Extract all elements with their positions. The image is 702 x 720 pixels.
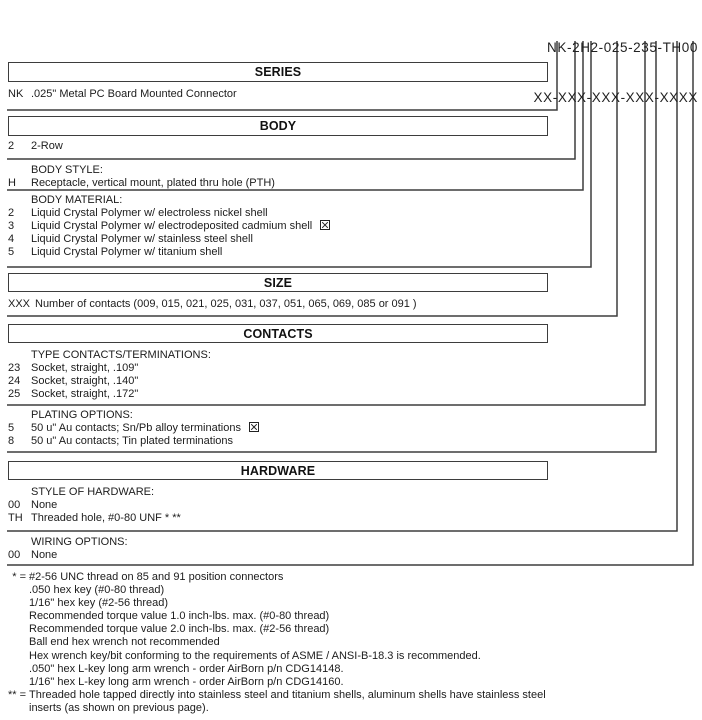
option-code: 23 <box>8 362 21 374</box>
footnote-marker <box>0 676 26 689</box>
subheading-plating-options: PLATING OPTIONS: <box>31 409 133 421</box>
footnote-text: Recommended torque value 2.0 inch-lbs. max. (#2-56 thread) <box>29 623 330 636</box>
option-row-material-5 <box>0 246 702 259</box>
part-number-mask: XX-XXX-XXX-XXX-XXXX <box>533 89 698 105</box>
footnote-line <box>0 597 702 610</box>
footnote-line <box>0 610 702 623</box>
option-code: 4 <box>8 233 15 245</box>
footnote-text: Hex wrench key/bit conforming to the requirements of ASME / ANSI-B-18.3 is recommended. <box>29 649 481 662</box>
subheading-body-style: BODY STYLE: <box>31 164 103 176</box>
option-row-series-nk <box>0 88 702 101</box>
option-desc: Liquid Crystal Polymer w/ electroless nickel shell <box>31 207 268 219</box>
option-code: 00 <box>8 499 21 511</box>
footnote-text: .050" hex L-key long arm wrench - order AirBorn p/n CDG14148. <box>29 662 344 675</box>
option-code: NK <box>8 88 24 100</box>
option-code: 3 <box>8 220 15 232</box>
option-row-size-xxx <box>0 298 702 311</box>
option-code: 5 <box>8 246 15 258</box>
part-number-example: NK-2H2-025-235-TH00 <box>547 40 698 55</box>
option-desc: None <box>31 499 58 511</box>
section-header-body <box>8 116 548 136</box>
section-header-series <box>8 62 548 82</box>
section-header-contacts <box>8 324 548 343</box>
footnote-marker <box>0 636 26 649</box>
option-code: 5 <box>8 422 15 434</box>
footnote-line <box>0 676 702 689</box>
footnote-marker <box>0 610 26 623</box>
footnote-line <box>0 584 702 597</box>
option-row-contacts-25 <box>0 388 702 401</box>
footnote-marker <box>0 702 26 715</box>
option-desc: Liquid Crystal Polymer w/ titanium shell <box>31 246 223 258</box>
footnote-text: Ball end hex wrench not recommended <box>29 636 220 649</box>
option-desc: 2-Row <box>31 140 63 152</box>
footnote-marker <box>0 623 26 636</box>
section-title-contacts: CONTACTS <box>243 326 313 341</box>
footnote-marker <box>0 663 26 676</box>
footnote-marker: ** = <box>7 688 26 701</box>
footnote-line <box>0 689 702 702</box>
footnote-text: inserts (as shown on previous page). <box>29 701 209 714</box>
section-title-series: SERIES <box>254 65 302 79</box>
option-code: 8 <box>8 435 15 447</box>
option-desc <box>31 220 330 232</box>
checked-box-icon <box>249 422 259 432</box>
option-row-contacts-23 <box>0 362 702 375</box>
subheading-contacts-type: TYPE CONTACTS/TERMINATIONS: <box>31 349 211 361</box>
option-desc: Socket, straight, .172" <box>31 388 139 400</box>
option-code: XXX <box>8 298 31 310</box>
footnote-marker: * = <box>12 571 26 583</box>
option-desc: None <box>31 549 58 561</box>
footnote-marker <box>0 650 26 663</box>
option-code: 2 <box>8 140 15 152</box>
option-desc: Liquid Crystal Polymer w/ stainless steel shell <box>31 233 253 245</box>
footnote-text: #2-56 UNC thread on 85 and 91 position connectors <box>29 571 284 583</box>
option-row-material-3 <box>0 220 702 233</box>
option-desc: Socket, straight, .140" <box>31 375 139 387</box>
option-code: 2 <box>8 207 15 219</box>
option-row-wiring-00 <box>0 549 702 562</box>
option-row-hardware-00 <box>0 499 702 512</box>
option-code: H <box>8 177 16 189</box>
option-code: 24 <box>8 375 21 387</box>
option-code: TH <box>8 512 23 524</box>
footnote-line <box>0 571 702 584</box>
footnote-text: Recommended torque value 1.0 inch-lbs. max. (#0-80 thread) <box>29 610 330 623</box>
option-row-hardware-th <box>0 512 702 525</box>
option-row-contacts-24 <box>0 375 702 388</box>
footnote-marker <box>0 584 26 597</box>
section-header-size <box>8 273 548 292</box>
footnote-text: .050 hex key (#0-80 thread) <box>29 584 165 597</box>
option-desc: .025" Metal PC Board Mounted Connector <box>31 88 237 100</box>
option-row-plating-5 <box>0 422 702 435</box>
footnote-line <box>0 650 702 663</box>
option-code: 25 <box>8 388 21 400</box>
subheading-body-material: BODY MATERIAL: <box>31 194 123 206</box>
option-row-body-style-h <box>0 177 702 190</box>
section-title-hardware: HARDWARE <box>240 463 316 478</box>
section-title-size: SIZE <box>263 275 293 290</box>
subheading-hardware-style: STYLE OF HARDWARE: <box>31 486 155 498</box>
footnote-text: 1/16" hex L-key long arm wrench - order AirBorn p/n CDG14160. <box>29 675 344 688</box>
option-row-plating-8 <box>0 435 702 448</box>
option-desc-text: Liquid Crystal Polymer w/ electrodeposited cadmium shell <box>31 220 313 232</box>
option-desc: Number of contacts (009, 015, 021, 025, 031, 037, 051, 065, 069, 085 or 091 ) <box>35 298 417 310</box>
option-desc-text: 50 u" Au contacts; Sn/Pb alloy terminations <box>31 422 241 434</box>
footnote-marker <box>0 597 26 610</box>
option-row-material-2 <box>0 207 702 220</box>
option-desc: Receptacle, vertical mount, plated thru hole (PTH) <box>31 177 275 189</box>
option-desc: Socket, straight, .109" <box>31 362 139 374</box>
option-desc: 50 u" Au contacts; Tin plated terminations <box>31 435 234 447</box>
footnote-line <box>0 663 702 676</box>
footnote-text: Threaded hole tapped directly into stainless steel and titanium shells, aluminum shells have stainless steel <box>29 688 546 701</box>
option-desc: Threaded hole, #0-80 UNF * ** <box>31 512 181 524</box>
option-row-material-4 <box>0 233 702 246</box>
footnote-line <box>0 702 702 715</box>
section-header-hardware <box>8 461 548 480</box>
footnote-line <box>0 623 702 636</box>
option-desc <box>31 422 259 434</box>
checked-box-icon <box>320 220 330 230</box>
option-row-body-2row <box>0 140 702 153</box>
option-code: 00 <box>8 549 21 561</box>
footnote-text: 1/16" hex key (#2-56 thread) <box>29 597 169 610</box>
footnotes <box>0 571 702 715</box>
part-number-block <box>534 7 698 139</box>
section-title-body: BODY <box>259 119 297 133</box>
footnote-line <box>0 636 702 649</box>
subheading-wiring-options: WIRING OPTIONS: <box>31 536 128 548</box>
